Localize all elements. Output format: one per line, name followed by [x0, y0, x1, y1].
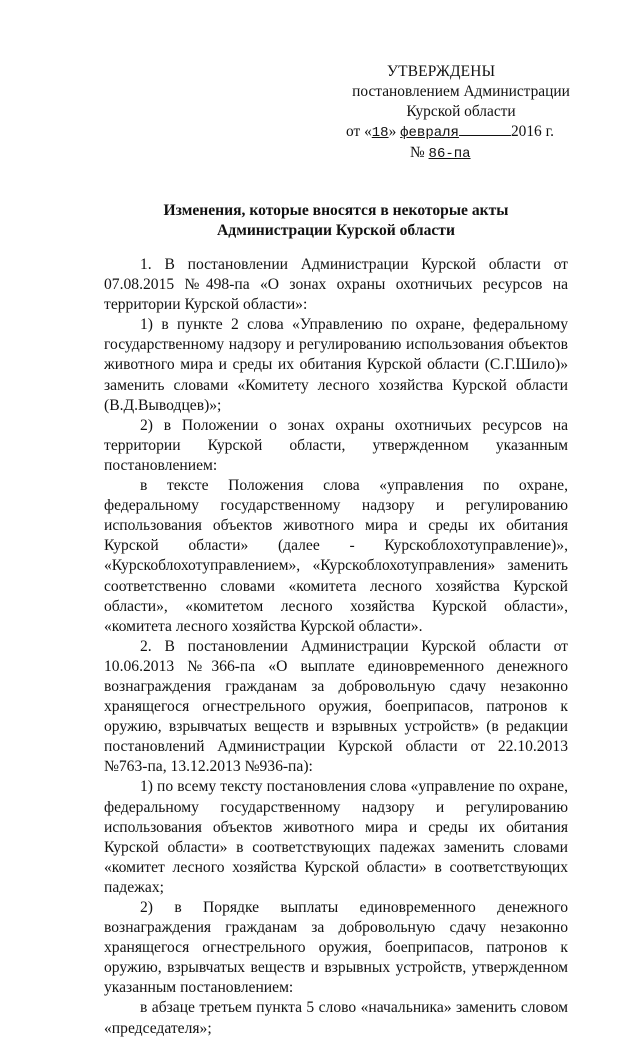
paragraph: 1. В постановлении Администрации Курской области от 07.08.2015 №498-па «О зонах охраны охотничьих ресурсов на территории Курской области»: — [104, 256, 568, 314]
paragraph: 2) в Положении о зонах охраны охотничьих ресурсов на территории Курской области, утвержденном указанным постановлением: — [104, 416, 568, 474]
approval-line-2: Курской области — [406, 103, 516, 120]
document-title — [104, 201, 568, 241]
paragraph: в абзаце третьем пункта 5 слово «начальника» заменить словом «председателя»; — [104, 999, 568, 1037]
approval-line-1: постановлением Администрации — [352, 83, 570, 100]
document-title-line-2: Администрации Курской области — [217, 222, 455, 239]
approval-date-year: 2016 г. — [510, 123, 554, 140]
approval-date-prefix: от « — [346, 123, 372, 140]
approval-number — [410, 143, 576, 164]
paragraph: 1) в пункте 2 слова «Управлению по охране, федеральному государственному надзору и регулированию использования объектов животного мира и среды их обитания Курской области (С.Г.Шило)» заменить словами «Комитету лесного хозяйства Курской области (В.Д.Выводцев)»; — [104, 316, 568, 414]
approval-date-underline — [459, 123, 511, 136]
approval-number-value: 86-па — [428, 146, 471, 162]
approval-date — [346, 122, 576, 143]
approval-stamp — [346, 62, 576, 164]
approval-number-prefix: № — [410, 144, 429, 161]
paragraph: 1) по всему тексту постановления слова «управление по охране, федеральному государственному надзору и регулированию использования объектов животного мира и среды их обитания Курской области» в соответствующих падежах заменить словами «комитет лесного хозяйства Курской области» в соответствующих падежах; — [104, 778, 568, 896]
approval-date-day: 18 — [371, 125, 389, 141]
document-title-line-1: Изменения, которые вносятся в некоторые акты — [163, 202, 509, 219]
paragraph: 2. В постановлении Администрации Курской области от 10.06.2013 №366-па «О выплате единовременного денежного вознаграждения гражданам за добровольную сдачу незаконно хранящегося огнестрельного оружия, боеприпасов, патронов к оружию, взрывчатых веществ и взрывных устройств» (в редакции постановлений Администрации Курской области от 22.10.2013 №763-па, 13.12.2013 №936-па): — [104, 637, 568, 776]
approval-date-month: февраля — [400, 125, 459, 141]
paragraph: в тексте Положения слова «управления по охране, федеральному государственному надзору и регулированию использования объектов животного мира и среды их обитания Курской области» (далее - Курскоблохотуправление)», «Курскоблохотуправлением», «Курскоблохотуправления» заменить соответственно словами «комитета лесного хозяйства Курской области», «комитетом лесного хозяйства Курской области», «комитета лесного хозяйства Курской области». — [104, 477, 568, 635]
document-body — [104, 255, 568, 1039]
approval-date-mid: » — [388, 123, 401, 140]
approval-title: УТВЕРЖДЕНЫ — [387, 63, 496, 80]
paragraph: 2) в Порядке выплаты единовременного денежного вознаграждения гражданам за добровольную сдачу незаконно хранящегося огнестрельного оружия, боеприпасов, патронов к оружию, взрывчатых веществ и взрывных устройств, утвержденном указанным постановлением: — [104, 899, 568, 997]
